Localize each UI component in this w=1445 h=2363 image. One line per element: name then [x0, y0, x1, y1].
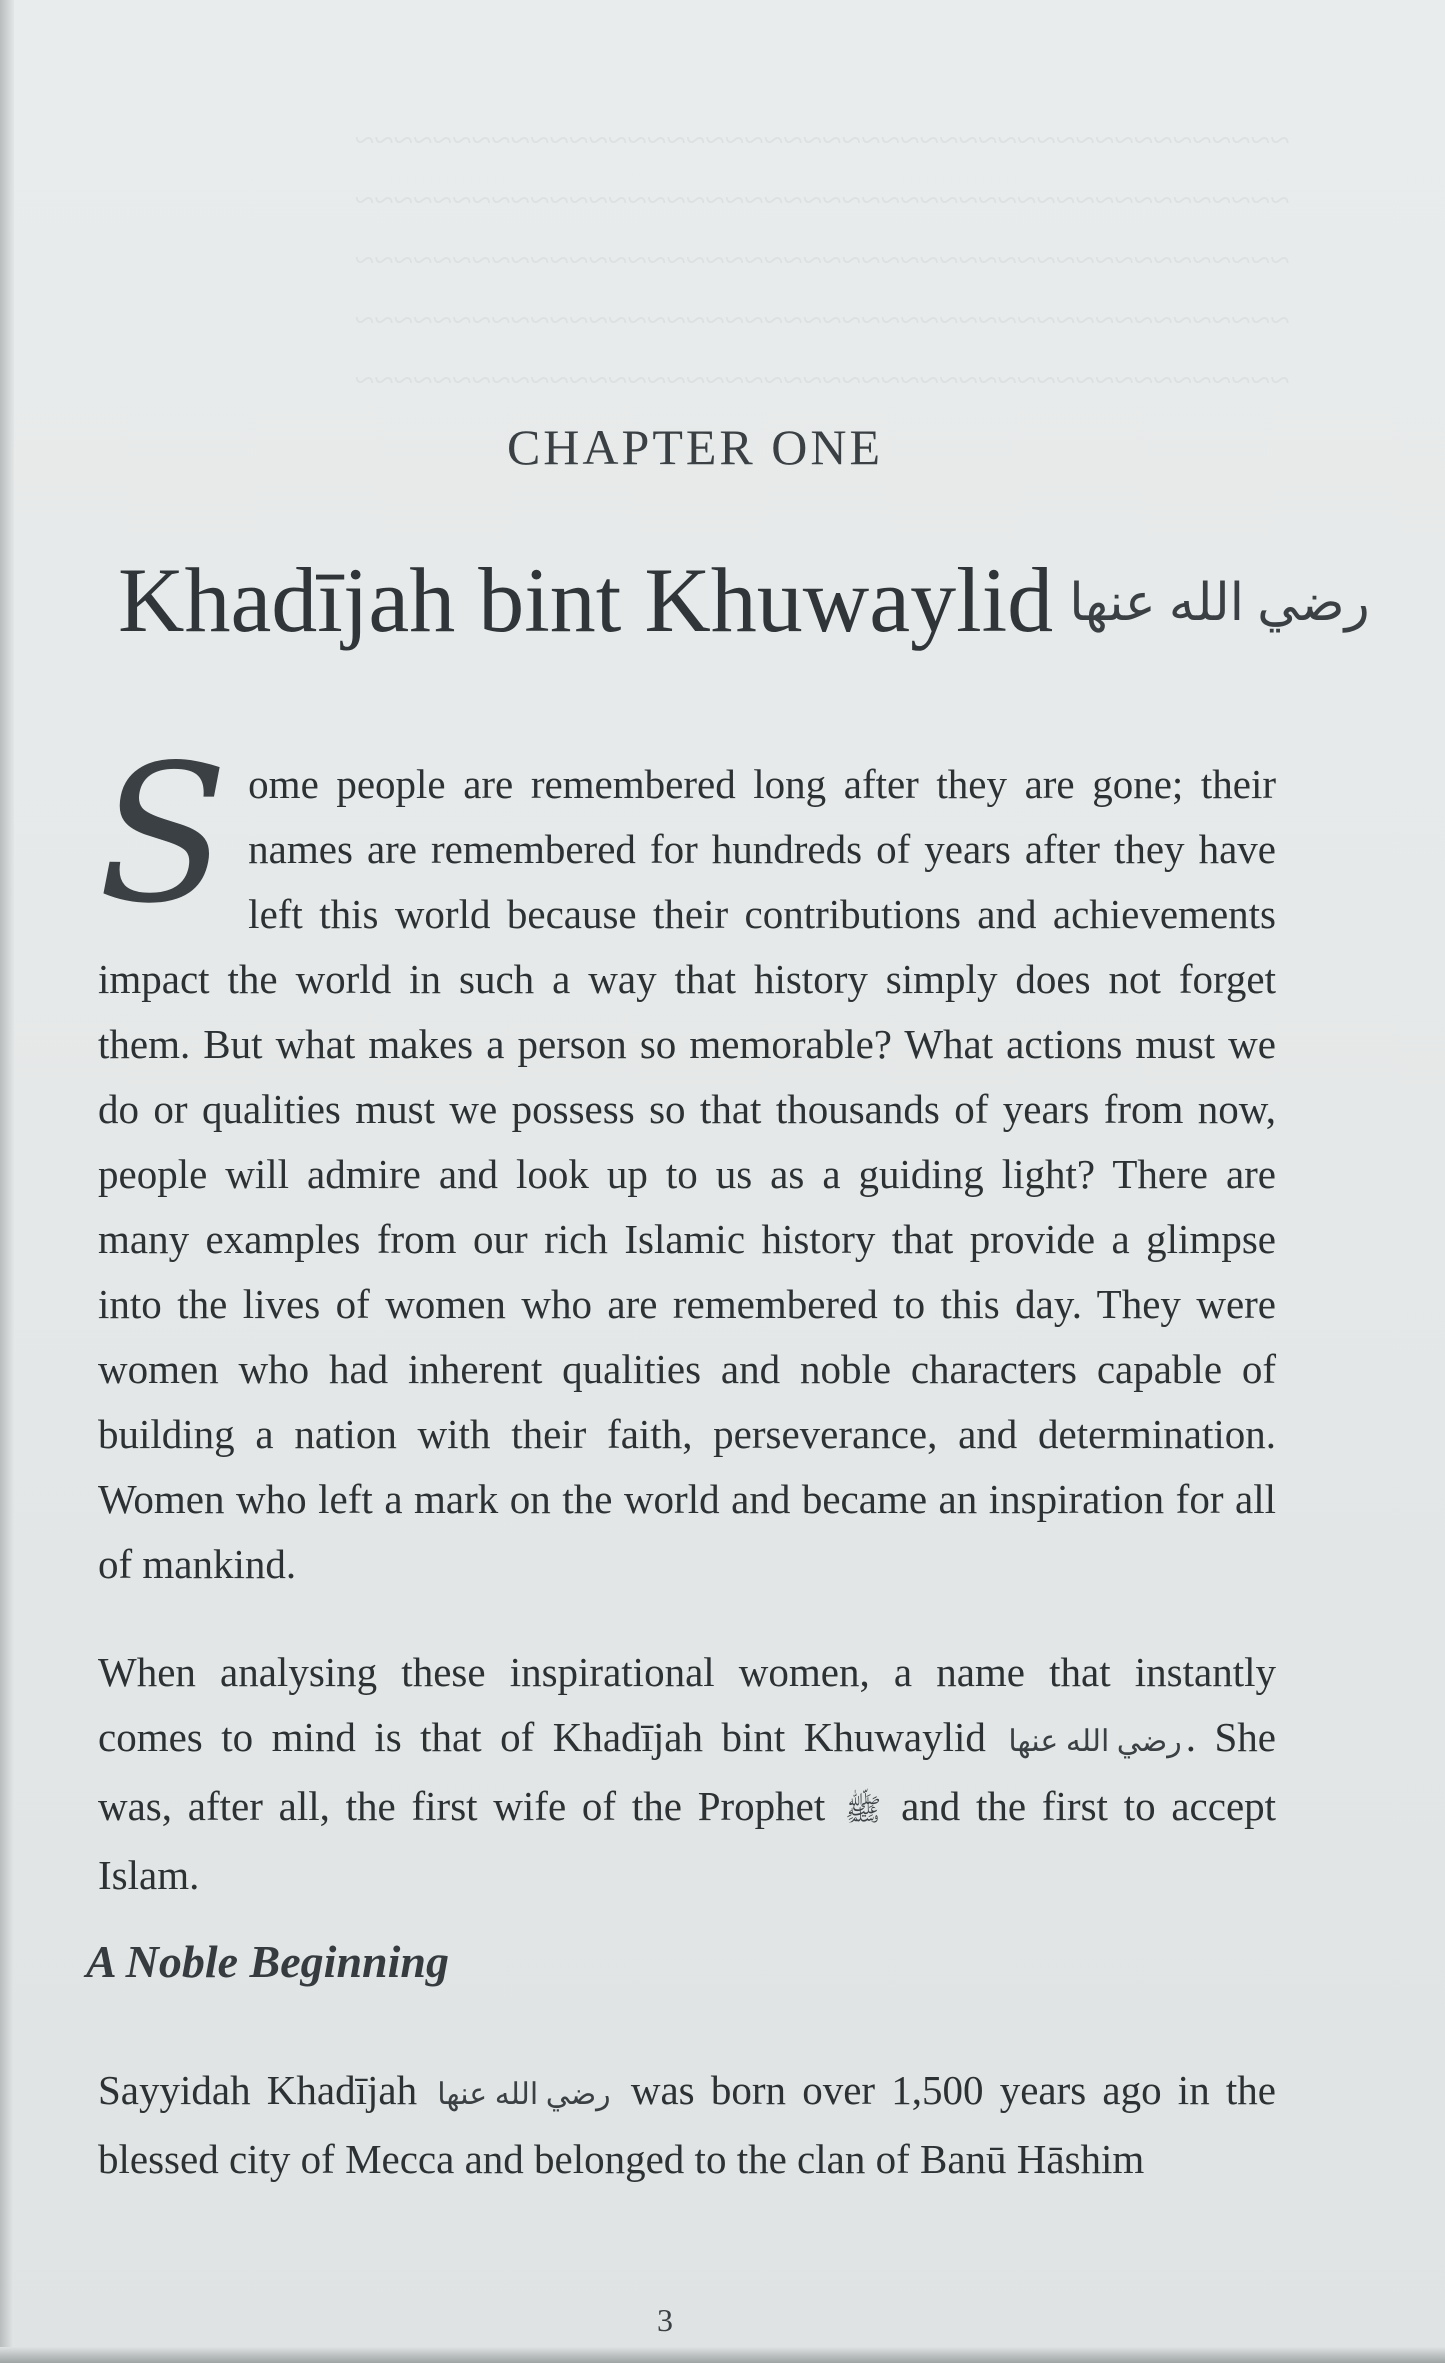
paragraph-intro: [98, 724, 1276, 1597]
page-bottom-shadow: [0, 2347, 1445, 2363]
paragraph-beginning-part2: was born over 1,500 years ago in the blessed city of Mecca and belonged to the clan of Banū Hāshim: [98, 2067, 1276, 2183]
paragraph-beginning-part1: Sayyidah Khadījah: [98, 2067, 418, 2113]
paragraph-khadijah-part2: . She was, after all, the first wife of the Prophet: [98, 1714, 1276, 1830]
honorific-prophet-icon: ﷺ: [845, 1794, 882, 1828]
paragraph-khadijah-part3: and the first to accept Islam.: [98, 1783, 1277, 1899]
page-edge-shadow: [0, 0, 14, 2363]
section-heading: A Noble Beginning: [86, 1936, 449, 1987]
honorific-her-icon: رضي الله عنها: [1008, 1725, 1182, 1759]
paragraph-intro-text: ome people are remembered long after they are gone; their names are remembered for hundreds of years after they have left this world because their contributions and achievements impact the world in such a way that history simply does not forget them. But what makes a person so memorable? What actions must we do or qualities must we possess so that thousands of years from now, people will admire and look up to us as a guiding light? There are many examples from our rich Islamic history that provide a glimpse into the lives of women who are remembered to this day. They were women who had inherent qualities and noble characters capable of building a nation with their faith, perseverance, and determination. Women who left a mark on the world and became an inspiration for all of mankind.: [98, 761, 1276, 1587]
chapter-title: [118, 540, 1370, 670]
paragraph-khadijah-part1: When analysing these inspirational women, a name that instantly comes to mind is that of Khadījah bint Khuwaylid: [98, 1649, 1276, 1760]
honorific-calligraphy-icon: رضي الله عنها: [1069, 574, 1370, 632]
drop-cap: S: [98, 724, 229, 945]
chapter-label: CHAPTER ONE: [506, 419, 884, 475]
chapter-title-text: Khadījah bint Khuwaylid: [118, 549, 1054, 651]
paragraph-beginning: [98, 2058, 1276, 2192]
reverse-side-show-through: ~~~~~~~~~~~~~~~~~~~~~~~~~~~~~~~~~~~~~~~~~~~~~~~~ ~~~~~~~~~~~~~~~~~~~~~~~~~~~~~~~~~~~~~~~~~~~~~~~~ ~~~~~~~~~~~~~~~~~~~~~~~~~~~~~~~~~~~~~~~~~~~~~~~~ ~~~~~~~~~~~~~~~~~~~~~~~~~~~~~~~~~~~~~~~~~~~~~~~~ ~~~~~~~~~~~~~~~~~~~~~~~~~~~~~~~~~~~~~~~~~~~~~~~~: [355, 120, 1290, 400]
honorific-her-icon-2: رضي الله عنها: [437, 2078, 611, 2112]
page-number: 3: [657, 2302, 673, 2338]
paragraph-khadijah: [98, 1640, 1276, 1908]
